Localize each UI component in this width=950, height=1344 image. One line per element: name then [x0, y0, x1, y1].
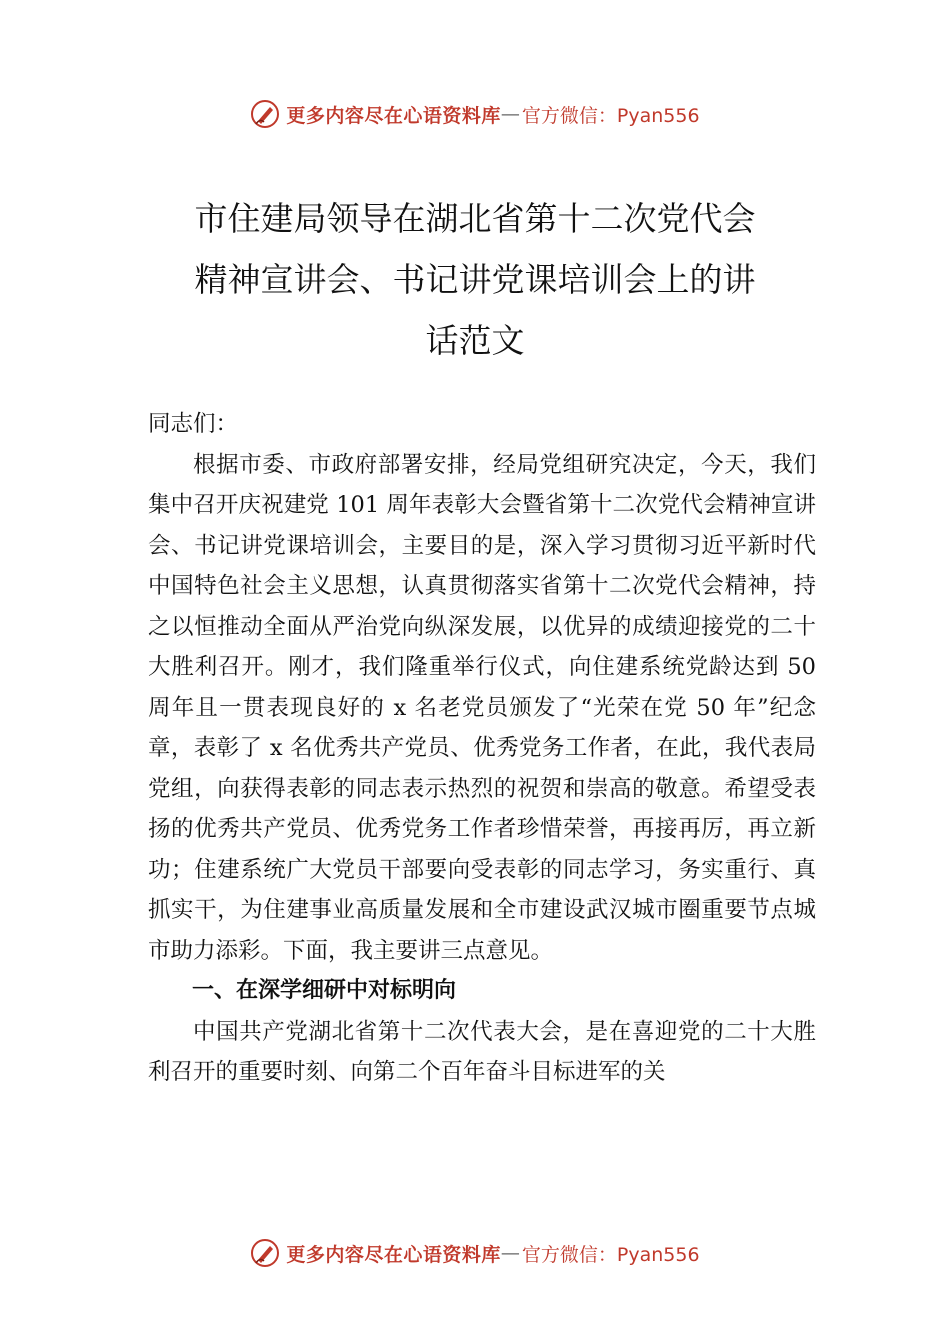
watermark-separator: —: [500, 103, 520, 125]
pen-logo-icon: [250, 99, 280, 129]
paragraph-2: 中国共产党湖北省第十二次代表大会，是在喜迎党的二十大胜利召开的重要时刻、向第二个百年奋斗目标进军的关: [148, 1018, 816, 1085]
document-body: [148, 404, 816, 1093]
header-watermark: [0, 94, 950, 134]
pen-logo-icon: [250, 1238, 280, 1268]
watermark-brand: 更多内容尽在心语资料库: [286, 104, 501, 127]
title-line-2: 精神宣讲会、书记讲党课培训会上的讲: [194, 260, 756, 299]
salutation: 同志们：: [148, 411, 239, 437]
watermark-handle: 官方微信：Pyan556: [521, 1243, 700, 1266]
watermark-handle: 官方微信：Pyan556: [521, 104, 700, 127]
title-line-3: 话范文: [425, 321, 525, 360]
document-title: [130, 188, 820, 371]
section-heading-1: 一、在深学细研中对标明向: [192, 978, 457, 1003]
watermark-separator: —: [500, 1242, 520, 1264]
paragraph-1: 根据市委、市政府部署安排，经局党组研究决定，今天，我们集中召开庆祝建党 101 周年表彰大会暨省第十二次党代会精神宣讲会、书记讲党课培训会，主要目的是，深入学习贯彻习近平新时代中国特色社会主义思想，认真贯彻落实省第十二次党代会精神，持之以恒推动全面从严治党向纵深发展，以优异的成绩迎接党的二十大胜利召开。刚才，我们隆重举行仪式，向住建系统党龄达到 50 周年且一贯表现良好的 x 名老党员颁发了“光荣在党 50 年”纪念章，表彰了 x 名优秀共产党员、优秀党务工作者，在此，我代表局党组，向获得表彰的同志表示热烈的祝贺和崇高的敬意。希望受表扬的优秀共产党员、优秀党务工作者珍惜荣誉，再接再厉，再立新功；住建系统广大党员干部要向受表彰的同志学习，务实重行、真抓实干，为住建事业高质量发展和全市建设武汉城市圈重要节点城市助力添彩。下面，我主要讲三点意见。: [148, 451, 816, 964]
watermark-brand: 更多内容尽在心语资料库: [286, 1243, 501, 1266]
footer-watermark: [0, 1233, 950, 1273]
title-line-1: 市住建局领导在湖北省第十二次党代会: [194, 199, 756, 238]
